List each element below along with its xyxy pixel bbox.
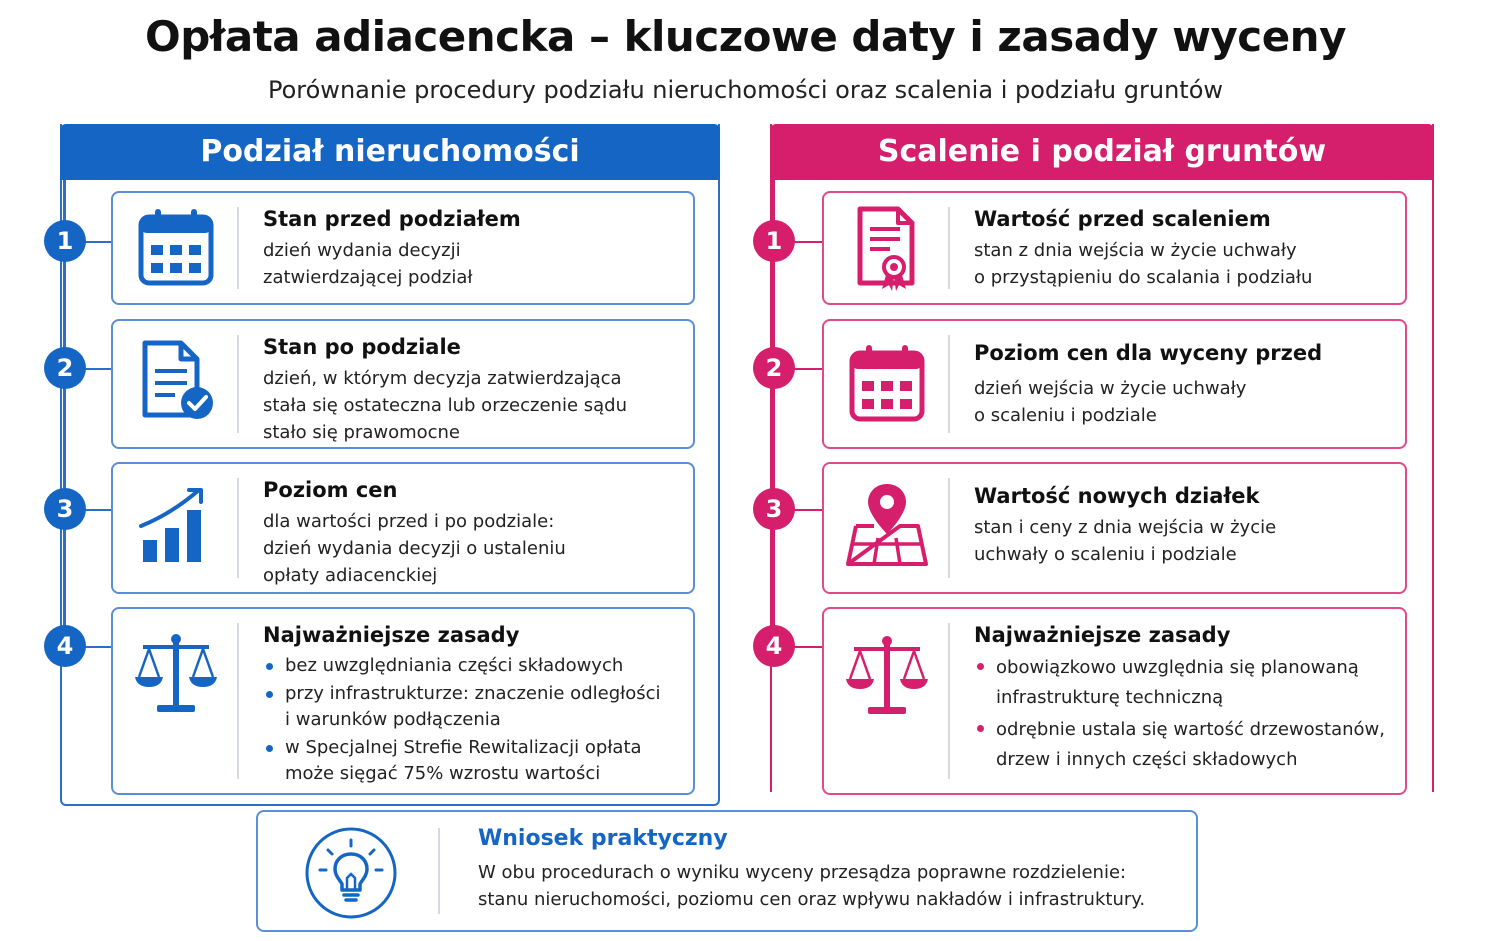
step-connector [794, 646, 824, 648]
list-item: obowiązkowo uwzględnia się planowaną infrastrukturę techniczną [974, 653, 1391, 713]
card-divider [237, 335, 239, 433]
step-badge-left-1: 1 [44, 220, 86, 262]
card-line: dla wartości przed i po podziale: [263, 511, 555, 532]
card-line: opłaty adiacenckiej [263, 565, 438, 586]
card-divider [948, 623, 950, 779]
step-connector [84, 368, 112, 370]
card-title: Poziom cen dla wyceny przed [974, 341, 1323, 365]
card-title: Najważniejsze zasady [974, 623, 1231, 647]
card-line: stało się prawomocne [263, 422, 461, 443]
calendar-icon [131, 203, 221, 293]
step-badge-left-2: 2 [44, 347, 86, 389]
card-title: Wartość przed scaleniem [974, 207, 1271, 231]
lightbulb-icon [304, 826, 398, 920]
card-line: dzień wydania decyzji [263, 240, 461, 261]
card-left-4 [111, 607, 695, 795]
card-line: dzień wydania decyzji o ustaleniu [263, 538, 566, 559]
card-title: Stan przed podziałem [263, 207, 521, 231]
step-connector [84, 509, 112, 511]
step-connector [84, 646, 112, 648]
card-right-3 [822, 462, 1407, 594]
card-line: o przystąpieniu do scalania i podziału [974, 267, 1313, 288]
card-divider [237, 478, 239, 578]
card-divider [948, 207, 950, 289]
step-badge-left-3: 3 [44, 488, 86, 530]
panel-header-right: Scalenie i podział gruntów [770, 124, 1434, 180]
card-divider [237, 207, 239, 289]
card-right-1 [822, 191, 1407, 305]
card-divider [948, 335, 950, 433]
card-line: uchwały o scaleniu i podziale [974, 544, 1237, 565]
card-line: stan z dnia wejścia w życie uchwały [974, 240, 1297, 261]
step-connector [84, 241, 112, 243]
map-pin-icon [842, 480, 932, 570]
card-line: stan i ceny z dnia wejścia w życie [974, 517, 1277, 538]
conclusion-line: stanu nieruchomości, poziomu cen oraz wpływu nakładów i infrastruktury. [478, 889, 1146, 910]
page-title: Opłata adiacencka – kluczowe daty i zasady wyceny [145, 12, 1346, 61]
scales-icon [131, 629, 221, 719]
card-left-3 [111, 462, 695, 594]
card-right-4 [822, 607, 1407, 795]
step-badge-right-3: 3 [753, 488, 795, 530]
list-item: w Specjalnej Strefie Rewitalizacji opłata może sięgać 75% wzrostu wartości [263, 735, 679, 787]
list-item: bez uwzględniania części składowych [263, 653, 679, 679]
panel-header-left: Podział nieruchomości [60, 124, 720, 180]
rules-list-left [263, 653, 679, 787]
card-divider [237, 623, 239, 779]
conclusion-line: W obu procedurach o wyniku wyceny przesądza poprawne rozdzielenie: [478, 862, 1127, 883]
calendar-icon [842, 339, 932, 429]
card-line: stała się ostateczna lub orzeczenie sądu [263, 395, 627, 416]
rules-list-right [974, 653, 1391, 775]
card-line: dzień wejścia w życie uchwały [974, 378, 1247, 399]
step-badge-right-1: 1 [753, 220, 795, 262]
card-left-1 [111, 191, 695, 305]
card-line: o scaleniu i podziale [974, 405, 1157, 426]
conclusion-divider [438, 828, 440, 914]
rising-bar-chart-icon [131, 480, 221, 570]
step-connector [794, 241, 824, 243]
card-title: Poziom cen [263, 478, 398, 502]
card-title: Najważniejsze zasady [263, 623, 520, 647]
card-line: zatwierdzającej podział [263, 267, 473, 288]
scales-icon [842, 631, 932, 721]
card-left-2 [111, 319, 695, 449]
step-connector [794, 368, 824, 370]
approved-document-icon [131, 337, 221, 427]
card-right-2 [822, 319, 1407, 449]
card-title: Stan po podziale [263, 335, 461, 359]
step-badge-left-4: 4 [44, 625, 86, 667]
list-item: odrębnie ustala się wartość drzewostanów, drzew i innych części składowych [974, 715, 1391, 775]
step-badge-right-4: 4 [753, 625, 795, 667]
card-title: Wartość nowych działek [974, 484, 1260, 508]
certificate-document-icon [842, 203, 932, 293]
step-badge-right-2: 2 [753, 347, 795, 389]
card-line: dzień, w którym decyzja zatwierdzająca [263, 368, 622, 389]
page-subtitle: Porównanie procedury podziału nieruchomości oraz scalenia i podziału gruntów [267, 76, 1224, 104]
list-item: przy infrastrukturze: znaczenie odległości i warunków podłączenia [263, 681, 679, 733]
conclusion-title: Wniosek praktyczny [478, 826, 728, 851]
conclusion-box [256, 810, 1198, 932]
step-connector [794, 509, 824, 511]
card-divider [948, 478, 950, 578]
